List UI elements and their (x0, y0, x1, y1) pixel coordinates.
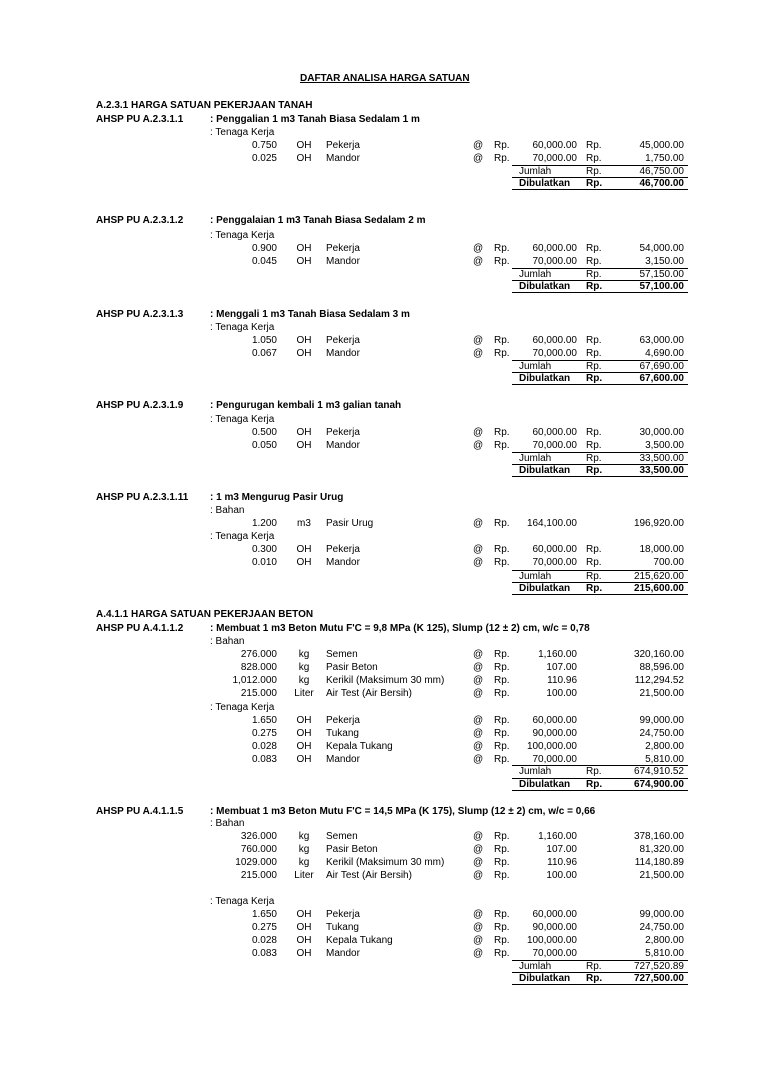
row-unit-price: 164,100.00 (526, 518, 577, 530)
row-quantity: 0.900 (251, 243, 277, 255)
dibulatkan-rp-label: Rp. (586, 583, 603, 594)
row-quantity: 0.028 (251, 935, 277, 947)
row-rp-label: Rp. (494, 662, 510, 674)
row-unit: OH (296, 153, 312, 165)
jumlah-rp-label: Rp. (586, 961, 602, 972)
row-item-name: Mandor (326, 348, 360, 360)
row-unit: OH (296, 557, 312, 569)
jumlah-label: Jumlah (519, 269, 552, 280)
group-label: : Bahan (210, 505, 245, 516)
row-total: 21,500.00 (639, 688, 684, 700)
row-at-sign: @ (473, 688, 484, 700)
row-quantity: 1.650 (251, 715, 277, 727)
row-item-name: Mandor (326, 440, 360, 452)
section-heading: A.2.3.1 HARGA SATUAN PEKERJAAN TANAH (96, 100, 313, 111)
row-at-sign: @ (473, 662, 484, 674)
dibulatkan-rp-label: Rp. (586, 281, 603, 292)
group-label: : Tenaga Kerja (210, 896, 275, 907)
row-quantity: 0.050 (251, 440, 277, 452)
total-rule (512, 476, 688, 477)
row-rp-label: Rp. (494, 909, 510, 921)
row-quantity: 760.000 (240, 844, 277, 856)
row-rp-label: Rp. (494, 831, 510, 843)
row-unit-price: 100.00 (546, 688, 577, 700)
row-quantity: 215.000 (240, 870, 277, 882)
row-unit: OH (296, 335, 312, 347)
row-unit: OH (296, 728, 312, 740)
row-at-sign: @ (473, 544, 484, 556)
row-total: 99,000.00 (639, 909, 684, 921)
group-label: : Tenaga Kerja (210, 702, 275, 713)
row-rp-label: Rp. (494, 922, 510, 934)
row-total: 4,690.00 (645, 348, 684, 360)
group-label: : Tenaga Kerja (210, 230, 275, 241)
row-at-sign: @ (473, 922, 484, 934)
dibulatkan-value: 727,500.00 (633, 973, 684, 984)
row-quantity: 0.028 (251, 741, 277, 753)
jumlah-value: 674,910.52 (633, 766, 684, 777)
row-item-name: Mandor (326, 754, 360, 766)
row-unit-price: 60,000.00 (532, 544, 577, 556)
row-at-sign: @ (473, 557, 484, 569)
row-unit-price: 70,000.00 (532, 557, 577, 569)
row-quantity: 1.050 (251, 335, 277, 347)
row-rp-label: Rp. (494, 348, 510, 360)
row-at-sign: @ (473, 649, 484, 661)
row-unit-price: 1,160.00 (538, 831, 577, 843)
dibulatkan-label: Dibulatkan (519, 373, 571, 384)
row-unit: OH (296, 140, 312, 152)
row-rp-label: Rp. (494, 857, 510, 869)
row-item-name: Semen (326, 831, 358, 843)
row-unit-price: 110.96 (547, 857, 577, 869)
row-rp-label: Rp. (494, 948, 510, 960)
total-rule (512, 790, 688, 791)
item-description: : Penggalaian 1 m3 Tanah Biasa Sedalam 2 m (210, 215, 426, 226)
dibulatkan-label: Dibulatkan (519, 583, 571, 594)
row-unit-price: 70,000.00 (532, 256, 577, 268)
row-rp-label: Rp. (494, 557, 510, 569)
dibulatkan-value: 215,600.00 (633, 583, 684, 594)
row-rp-label: Rp. (494, 544, 510, 556)
row-total: 114,180.89 (634, 857, 684, 869)
group-label: : Tenaga Kerja (210, 322, 275, 333)
total-rule (512, 384, 688, 385)
row-unit: Liter (294, 688, 314, 700)
row-total: 18,000.00 (639, 544, 684, 556)
row-rp-label: Rp. (494, 518, 510, 530)
row-unit: kg (298, 662, 310, 674)
jumlah-label: Jumlah (519, 453, 552, 464)
row-total: 378,160.00 (633, 831, 684, 843)
row-unit-price: 1,160.00 (538, 649, 577, 661)
row-rp-label: Rp. (494, 675, 510, 687)
dibulatkan-value: 33,500.00 (639, 465, 684, 476)
jumlah-rp-label: Rp. (586, 269, 602, 280)
row-at-sign: @ (473, 844, 484, 856)
row-quantity: 0.010 (251, 557, 277, 569)
jumlah-label: Jumlah (519, 961, 552, 972)
row-quantity: 0.045 (251, 256, 277, 268)
row-at-sign: @ (473, 715, 484, 727)
row-unit-price: 110.96 (547, 675, 577, 687)
dibulatkan-value: 674,900.00 (633, 779, 684, 790)
row-total: 21,500.00 (639, 870, 684, 882)
group-label: : Tenaga Kerja (210, 414, 275, 425)
row-at-sign: @ (473, 741, 484, 753)
dibulatkan-label: Dibulatkan (519, 779, 571, 790)
row-total: 2,800.00 (645, 935, 684, 947)
row-unit: Liter (294, 870, 314, 882)
row-item-name: Air Test (Air Bersih) (326, 870, 412, 882)
row-rp-label: Rp. (586, 544, 602, 556)
row-unit-price: 100.00 (546, 870, 577, 882)
row-rp-label: Rp. (586, 243, 602, 255)
row-unit: OH (296, 440, 312, 452)
jumlah-rp-label: Rp. (586, 453, 602, 464)
row-quantity: 828.000 (240, 662, 277, 674)
row-total: 99,000.00 (639, 715, 684, 727)
row-at-sign: @ (473, 256, 484, 268)
dibulatkan-value: 67,600.00 (639, 373, 684, 384)
row-total: 5,810.00 (645, 754, 684, 766)
row-unit: kg (298, 675, 310, 687)
jumlah-rp-label: Rp. (586, 166, 602, 177)
row-total: 196,920.00 (633, 518, 684, 530)
group-label: : Bahan (210, 818, 245, 829)
row-item-name: Mandor (326, 153, 360, 165)
row-item-name: Kerikil (Maksimum 30 mm) (326, 675, 445, 687)
item-code: AHSP PU A.4.1.1.2 (96, 623, 184, 634)
row-rp-label: Rp. (586, 256, 602, 268)
item-code: AHSP PU A.2.3.1.1 (96, 114, 184, 125)
dibulatkan-label: Dibulatkan (519, 281, 571, 292)
row-at-sign: @ (473, 153, 484, 165)
item-description: : Penggalian 1 m3 Tanah Biasa Sedalam 1 m (210, 114, 420, 125)
row-rp-label: Rp. (494, 427, 510, 439)
row-unit: OH (296, 427, 312, 439)
row-total: 320,160.00 (633, 649, 684, 661)
group-label: : Tenaga Kerja (210, 531, 275, 542)
row-unit: OH (296, 922, 312, 934)
document-title: DAFTAR ANALISA HARGA SATUAN (300, 73, 470, 84)
row-at-sign: @ (473, 335, 484, 347)
row-unit: OH (296, 243, 312, 255)
jumlah-value: 215,620.00 (633, 571, 684, 582)
jumlah-rp-label: Rp. (586, 766, 602, 777)
row-rp-label: Rp. (586, 153, 602, 165)
row-quantity: 326.000 (240, 831, 277, 843)
row-unit: OH (296, 544, 312, 556)
jumlah-label: Jumlah (519, 571, 552, 582)
row-at-sign: @ (473, 243, 484, 255)
dibulatkan-rp-label: Rp. (586, 973, 603, 984)
total-rule (512, 292, 688, 293)
row-total: 1,750.00 (645, 153, 684, 165)
row-rp-label: Rp. (494, 140, 510, 152)
row-rp-label: Rp. (494, 728, 510, 740)
row-quantity: 1,012.000 (232, 675, 277, 687)
row-item-name: Pekerja (326, 715, 360, 727)
dibulatkan-rp-label: Rp. (586, 373, 603, 384)
jumlah-value: 46,750.00 (639, 166, 684, 177)
dibulatkan-value: 57,100.00 (639, 281, 684, 292)
jumlah-label: Jumlah (519, 766, 552, 777)
total-rule (512, 594, 688, 595)
item-description: : Pengurugan kembali 1 m3 galian tanah (210, 400, 402, 411)
row-rp-label: Rp. (494, 256, 510, 268)
row-quantity: 0.275 (251, 728, 277, 740)
row-rp-label: Rp. (494, 335, 510, 347)
row-item-name: Kerikil (Maksimum 30 mm) (326, 857, 445, 869)
row-item-name: Mandor (326, 948, 360, 960)
total-rule (512, 189, 688, 190)
row-item-name: Semen (326, 649, 358, 661)
row-rp-label: Rp. (586, 440, 602, 452)
row-unit: OH (296, 909, 312, 921)
row-at-sign: @ (473, 348, 484, 360)
row-unit: kg (298, 649, 310, 661)
row-total: 700.00 (653, 557, 684, 569)
row-unit: m3 (297, 518, 311, 530)
row-rp-label: Rp. (494, 844, 510, 856)
row-rp-label: Rp. (494, 754, 510, 766)
dibulatkan-label: Dibulatkan (519, 973, 571, 984)
jumlah-label: Jumlah (519, 361, 552, 372)
row-quantity: 0.275 (251, 922, 277, 934)
row-total: 5,810.00 (645, 948, 684, 960)
row-at-sign: @ (473, 935, 484, 947)
row-rp-label: Rp. (586, 557, 602, 569)
row-unit-price: 60,000.00 (532, 243, 577, 255)
row-unit-price: 90,000.00 (532, 728, 577, 740)
row-total: 45,000.00 (639, 140, 684, 152)
row-rp-label: Rp. (494, 649, 510, 661)
row-unit-price: 70,000.00 (532, 948, 577, 960)
section-heading: A.4.1.1 HARGA SATUAN PEKERJAAN BETON (96, 609, 314, 620)
row-item-name: Kepala Tukang (326, 935, 393, 947)
row-total: 3,150.00 (645, 256, 684, 268)
row-rp-label: Rp. (586, 348, 602, 360)
row-unit-price: 100,000.00 (526, 741, 577, 753)
row-unit-price: 60,000.00 (532, 335, 577, 347)
row-at-sign: @ (473, 728, 484, 740)
row-item-name: Tukang (326, 728, 359, 740)
row-unit-price: 60,000.00 (532, 427, 577, 439)
item-description: : Membuat 1 m3 Beton Mutu F'C = 9,8 MPa (K 125), Slump (12 ± 2) cm, w/c = 0,78 (210, 623, 590, 634)
row-quantity: 0.300 (251, 544, 277, 556)
row-quantity: 1029.000 (235, 857, 277, 869)
row-unit-price: 70,000.00 (532, 754, 577, 766)
row-item-name: Tukang (326, 922, 359, 934)
row-rp-label: Rp. (494, 688, 510, 700)
jumlah-value: 33,500.00 (639, 453, 684, 464)
row-rp-label: Rp. (494, 715, 510, 727)
row-at-sign: @ (473, 870, 484, 882)
row-quantity: 1.650 (251, 909, 277, 921)
jumlah-value: 57,150.00 (639, 269, 684, 280)
row-total: 2,800.00 (645, 741, 684, 753)
row-quantity: 0.083 (251, 948, 277, 960)
row-at-sign: @ (473, 440, 484, 452)
dibulatkan-label: Dibulatkan (519, 465, 571, 476)
row-item-name: Pekerja (326, 909, 360, 921)
item-description: : Membuat 1 m3 Beton Mutu F'C = 14,5 MPa (K 175), Slump (12 ± 2) cm, w/c = 0,66 (210, 806, 596, 817)
group-label: : Bahan (210, 636, 245, 647)
row-rp-label: Rp. (494, 153, 510, 165)
row-total: 24,750.00 (639, 728, 684, 740)
row-rp-label: Rp. (586, 335, 602, 347)
item-code: AHSP PU A.2.3.1.11 (96, 492, 189, 503)
row-quantity: 1.200 (251, 518, 277, 530)
row-unit-price: 70,000.00 (532, 153, 577, 165)
jumlah-rp-label: Rp. (586, 571, 602, 582)
row-item-name: Air Test (Air Bersih) (326, 688, 412, 700)
row-rp-label: Rp. (494, 243, 510, 255)
row-item-name: Mandor (326, 557, 360, 569)
row-total: 3,500.00 (645, 440, 684, 452)
row-unit-price: 100,000.00 (526, 935, 577, 947)
item-code: AHSP PU A.4.1.1.5 (96, 806, 184, 817)
row-unit-price: 70,000.00 (532, 440, 577, 452)
row-unit-price: 107.00 (546, 844, 577, 856)
row-total: 63,000.00 (639, 335, 684, 347)
row-total: 112,294.52 (634, 675, 684, 687)
row-total: 30,000.00 (639, 427, 684, 439)
row-unit: kg (298, 857, 310, 869)
row-unit-price: 90,000.00 (532, 922, 577, 934)
row-rp-label: Rp. (494, 440, 510, 452)
jumlah-value: 67,690.00 (639, 361, 684, 372)
row-total: 54,000.00 (639, 243, 684, 255)
row-unit: OH (296, 754, 312, 766)
row-total: 24,750.00 (639, 922, 684, 934)
row-rp-label: Rp. (494, 741, 510, 753)
row-at-sign: @ (473, 675, 484, 687)
row-item-name: Pasir Urug (326, 518, 374, 530)
row-quantity: 0.067 (251, 348, 277, 360)
row-unit: OH (296, 741, 312, 753)
row-unit-price: 60,000.00 (532, 140, 577, 152)
row-at-sign: @ (473, 909, 484, 921)
group-label: : Tenaga Kerja (210, 127, 275, 138)
row-unit: OH (296, 935, 312, 947)
row-total: 81,320.00 (639, 844, 684, 856)
row-unit-price: 70,000.00 (532, 348, 577, 360)
row-unit: kg (298, 831, 310, 843)
row-unit: OH (296, 948, 312, 960)
row-item-name: Pekerja (326, 544, 360, 556)
row-unit-price: 60,000.00 (532, 715, 577, 727)
row-quantity: 0.025 (251, 153, 277, 165)
row-unit: OH (296, 256, 312, 268)
jumlah-rp-label: Rp. (586, 361, 602, 372)
dibulatkan-rp-label: Rp. (586, 465, 603, 476)
row-item-name: Pekerja (326, 243, 360, 255)
row-quantity: 276.000 (240, 649, 277, 661)
row-unit: OH (296, 715, 312, 727)
row-item-name: Pasir Beton (326, 662, 378, 674)
row-at-sign: @ (473, 948, 484, 960)
dibulatkan-value: 46,700.00 (639, 178, 684, 189)
row-rp-label: Rp. (494, 935, 510, 947)
row-at-sign: @ (473, 754, 484, 766)
jumlah-label: Jumlah (519, 166, 552, 177)
row-item-name: Mandor (326, 256, 360, 268)
item-code: AHSP PU A.2.3.1.3 (96, 309, 184, 320)
row-item-name: Pasir Beton (326, 844, 378, 856)
row-quantity: 215.000 (240, 688, 277, 700)
dibulatkan-rp-label: Rp. (586, 779, 603, 790)
dibulatkan-rp-label: Rp. (586, 178, 603, 189)
row-unit: kg (298, 844, 310, 856)
row-rp-label: Rp. (494, 870, 510, 882)
row-quantity: 0.750 (251, 140, 277, 152)
row-item-name: Pekerja (326, 335, 360, 347)
item-description: : 1 m3 Mengurug Pasir Urug (210, 492, 344, 503)
row-unit-price: 60,000.00 (532, 909, 577, 921)
row-at-sign: @ (473, 518, 484, 530)
total-rule (512, 984, 688, 985)
row-at-sign: @ (473, 831, 484, 843)
row-unit-price: 107.00 (546, 662, 577, 674)
item-code: AHSP PU A.2.3.1.9 (96, 400, 184, 411)
row-quantity: 0.500 (251, 427, 277, 439)
row-at-sign: @ (473, 857, 484, 869)
row-quantity: 0.083 (251, 754, 277, 766)
row-at-sign: @ (473, 140, 484, 152)
row-at-sign: @ (473, 427, 484, 439)
jumlah-value: 727,520.89 (633, 961, 684, 972)
row-item-name: Pekerja (326, 427, 360, 439)
row-total: 88,596.00 (639, 662, 684, 674)
row-rp-label: Rp. (586, 140, 602, 152)
row-item-name: Kepala Tukang (326, 741, 393, 753)
dibulatkan-label: Dibulatkan (519, 178, 571, 189)
row-unit: OH (296, 348, 312, 360)
item-code: AHSP PU A.2.3.1.2 (96, 215, 184, 226)
row-rp-label: Rp. (586, 427, 602, 439)
item-description: : Menggali 1 m3 Tanah Biasa Sedalam 3 m (210, 309, 410, 320)
row-item-name: Pekerja (326, 140, 360, 152)
